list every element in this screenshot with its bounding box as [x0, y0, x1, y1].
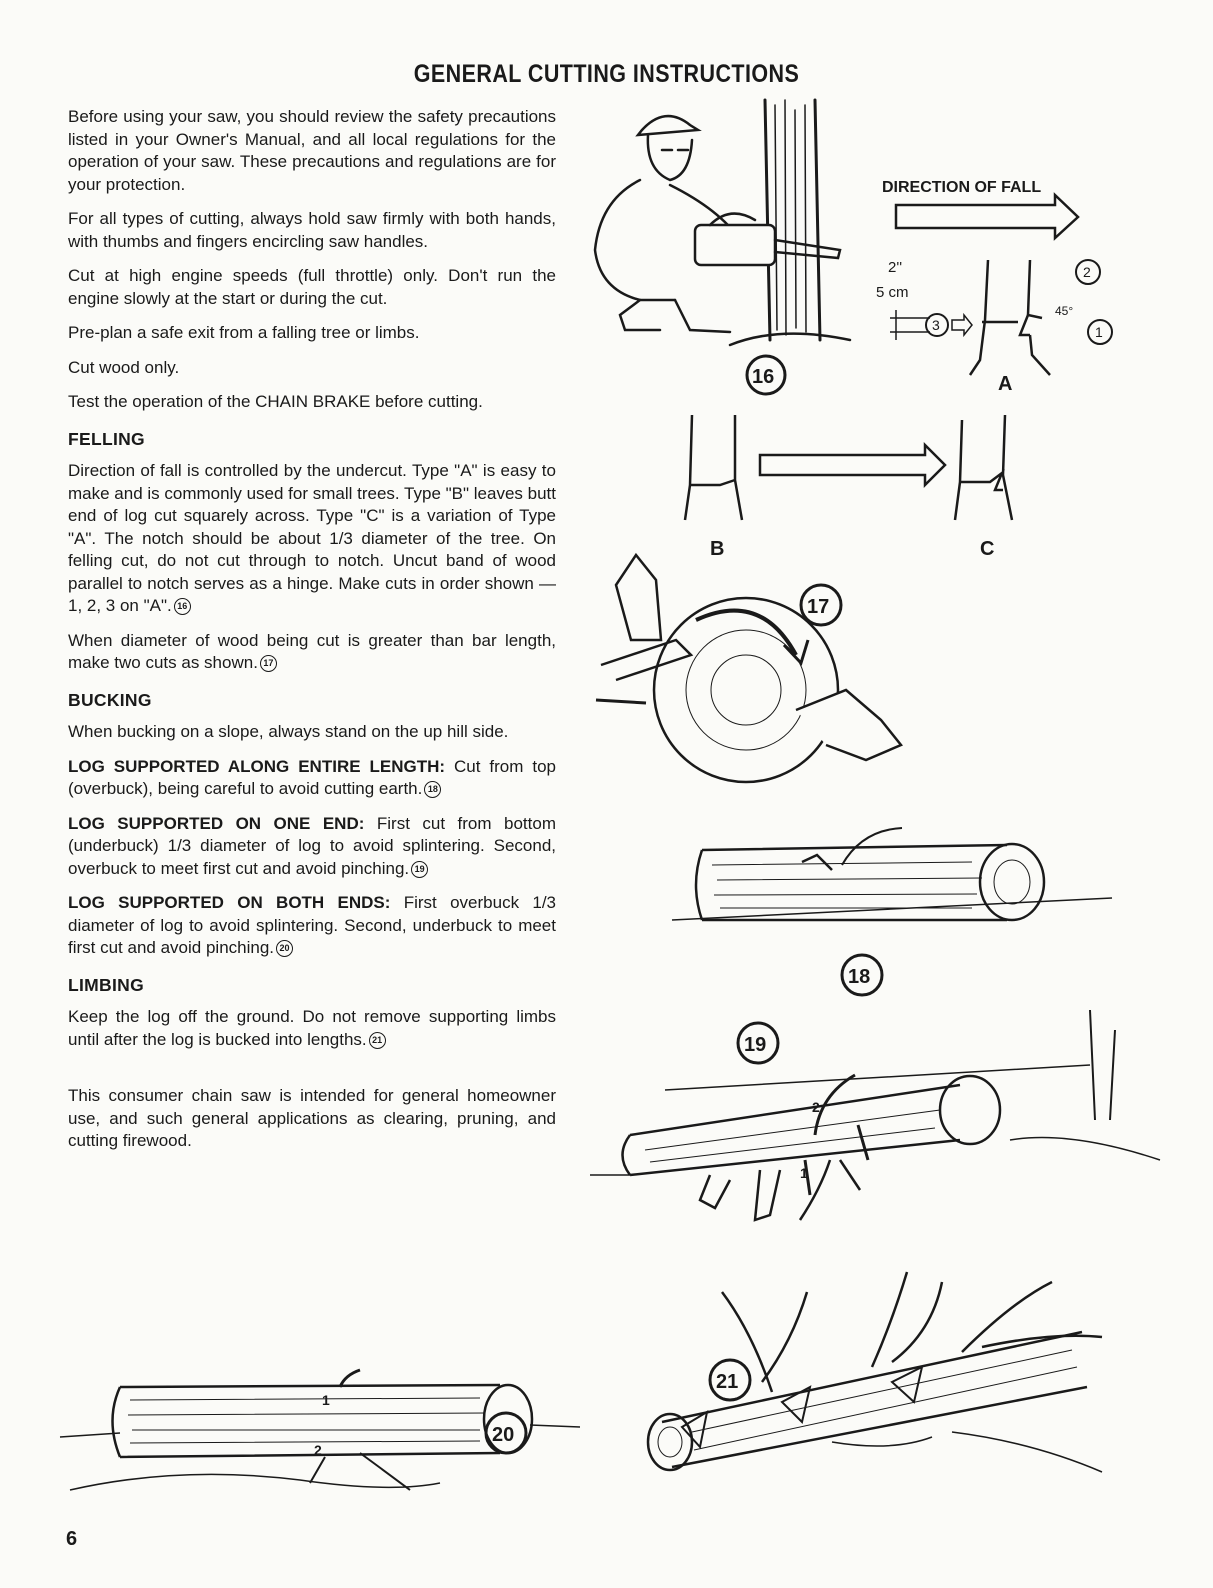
figure-20-cut-1-label: 1	[322, 1392, 330, 1408]
type-c-label: C	[980, 538, 995, 560]
figure-20-both-ends-illustration	[60, 1375, 580, 1510]
intro-exit: Pre-plan a safe exit from a falling tree or limbs.	[68, 323, 420, 342]
figure-19-cut-1-label: 1	[800, 1165, 808, 1181]
notch-measure-cm: 5 cm	[876, 284, 909, 301]
bucking-one-end: LOG SUPPORTED ON ONE END: First cut from bottom (underbuck) 1/3 diameter of log to avoid splintering. Second, overbuck to meet first cut and avoid pinching. 19	[68, 813, 556, 878]
figure-19-number: 19	[744, 1034, 767, 1056]
figure-17-two-cut-illustration	[596, 545, 926, 785]
figure-16-number: 16	[752, 366, 775, 388]
intro-throttle: Cut at high engine speeds (full throttle) only. Don't run the engine slowly at the start or during the cut.	[68, 266, 556, 308]
cut-2-label: 2	[1083, 264, 1091, 280]
direction-of-fall-label: DIRECTION OF FALL	[882, 179, 1042, 196]
figure-16-felling-illustration	[580, 100, 1140, 410]
notch-angle-label: 45°	[1055, 304, 1074, 318]
figure-17-number: 17	[807, 596, 830, 618]
bucking-heading: BUCKING	[68, 689, 152, 710]
figure-18-number: 18	[848, 966, 871, 988]
figure-21-number: 21	[716, 1371, 739, 1393]
felling-two-cuts: When diameter of wood being cut is greater than bar length, make two cuts as shown. 17	[68, 630, 556, 672]
figure-ref-18: 18	[424, 781, 441, 798]
bucking-slope: When bucking on a slope, always stand on the up hill side.	[68, 722, 509, 741]
figure-20-number: 20	[492, 1424, 515, 1446]
limbing-text: Keep the log off the ground. Do not remove supporting limbs until after the log is bucked into lengths. 21	[68, 1007, 556, 1049]
intro-brake: Test the operation of the CHAIN BRAKE before cutting.	[68, 392, 483, 411]
intro-wood: Cut wood only.	[68, 357, 180, 377]
figure-ref-16: 16	[174, 598, 191, 615]
figure-21-limbing-illustration	[632, 1262, 1132, 1477]
cut-3-arrow-icon	[952, 315, 972, 335]
limbing-heading: LIMBING	[68, 974, 144, 995]
bucking-both-ends: LOG SUPPORTED ON BOTH ENDS: First overbuck 1/3 diameter of log to avoid splintering. Second, underbuck to meet first cut and avoid pinching. 20	[68, 893, 557, 957]
figure-19-cut-2-label: 2	[812, 1099, 820, 1115]
figure-18-overbuck-illustration	[672, 820, 1112, 1000]
figure-ref-20: 20	[276, 940, 293, 957]
felling-heading: FELLING	[68, 428, 145, 449]
intro-grip: For all types of cutting, always hold saw firmly with both hands, with thumbs and fingers encircling saw handles.	[68, 209, 556, 251]
figure-16-notch-types-b-c	[680, 410, 1040, 560]
direction-arrow-icon	[896, 195, 1078, 238]
cut-1-label: 1	[1095, 324, 1103, 340]
figure-20-cut-2-label: 2	[314, 1442, 322, 1458]
cut-3-label: 3	[932, 317, 940, 333]
type-a-label: A	[998, 373, 1013, 395]
figure-19-one-end-illustration	[590, 1010, 1200, 1235]
page-number: 6	[66, 1528, 78, 1550]
page-title: GENERAL CUTTING INSTRUCTIONS	[413, 60, 800, 88]
instructions-column	[68, 106, 556, 1165]
felling-text: Direction of fall is controlled by the undercut. Type "A" is easy to make and is commonly used for small trees. Type "B" leaves butt end of log cut squarely across. Type "C" is a variation of Type "A". The notch should be about 1/3 diameter of the tree. On felling cut, do not cut through to notch. Uncut band of wood parallel to notch serves as a hinge. Make cuts in order shown — 1, 2, 3 on "A". 16	[68, 461, 556, 615]
type-b-label: B	[710, 538, 725, 560]
consumer-use-note: This consumer chain saw is intended for general homeowner use, and such general applications as clearing, pruning, and cutting firewood.	[68, 1086, 556, 1150]
figure-ref-19: 19	[411, 861, 428, 878]
figure-ref-17: 17	[260, 655, 277, 672]
intro-safety: Before using your saw, you should review the safety precautions listed in your Owner's Manual, and all local regulations for the operation of your saw. These precautions and regulations are for your protection.	[68, 107, 556, 194]
bucking-entire-length: LOG SUPPORTED ALONG ENTIRE LENGTH: Cut from top (overbuck), being careful to avoid cutting earth. 18	[68, 756, 556, 798]
notch-measure-inches: 2''	[888, 259, 903, 276]
figure-ref-21: 21	[369, 1032, 386, 1049]
notch-compare-arrow-icon	[760, 445, 945, 485]
